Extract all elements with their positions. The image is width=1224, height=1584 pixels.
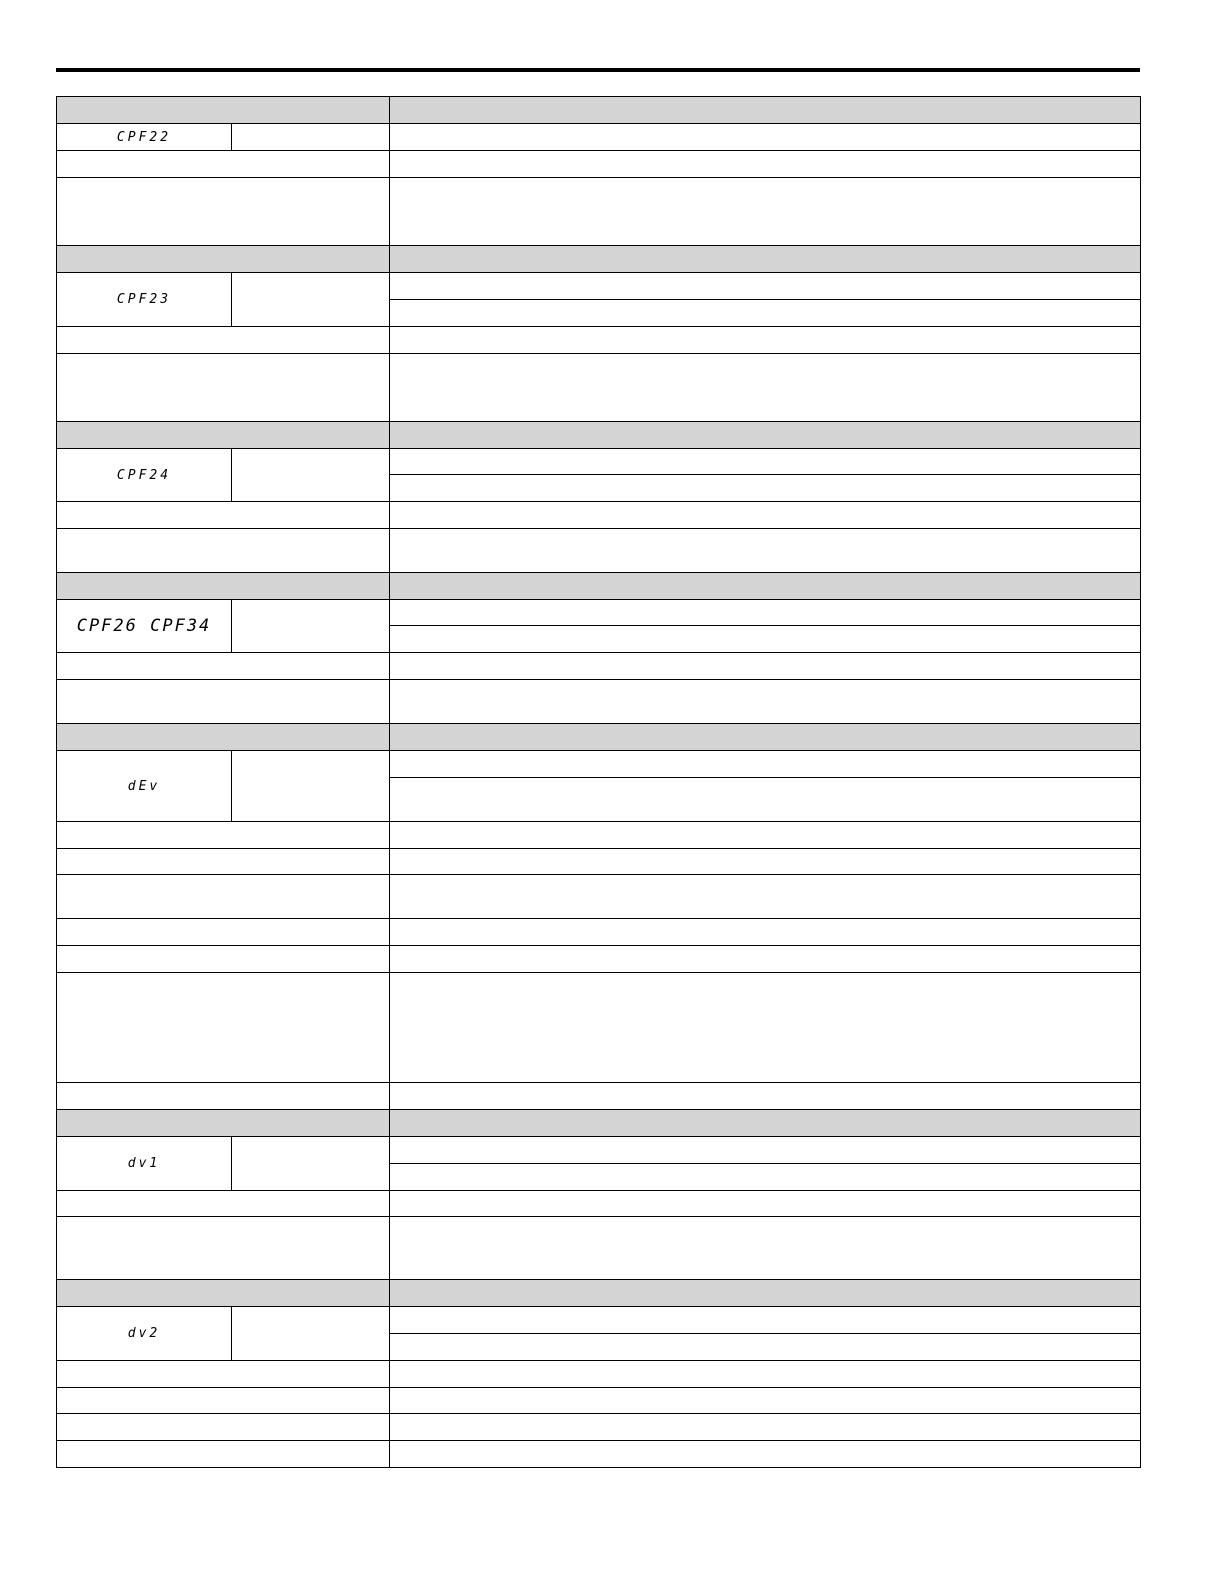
panel-code-cpf26-cpf34: CPF26 CPF34 [57, 600, 232, 653]
section-header-row [57, 97, 1141, 124]
table-row [57, 1414, 1141, 1441]
table-row [57, 1361, 1141, 1388]
fault-desc-cell [390, 300, 1141, 327]
panel-code-cpf24: CPF24 [57, 449, 232, 502]
table-row [57, 973, 1141, 1083]
table-row [57, 1217, 1141, 1280]
section-header-row [57, 1280, 1141, 1307]
panel-code-cpf23: CPF23 [57, 273, 232, 327]
fault-desc-cell [390, 124, 1141, 151]
fault-table [56, 96, 1141, 1468]
table-row [57, 1441, 1141, 1468]
fault-desc-cell [390, 449, 1141, 475]
code-row [57, 449, 1141, 475]
cause-cell [57, 151, 390, 178]
table-row [57, 502, 1141, 529]
table-row [57, 178, 1141, 246]
fault-name-cell [232, 273, 390, 327]
cause-cell [57, 178, 390, 246]
fault-name-cell [232, 124, 390, 151]
remedy-cell [390, 151, 1141, 178]
header-cell-right [390, 97, 1141, 124]
table-row [57, 849, 1141, 875]
table-row [57, 1083, 1141, 1110]
section-header-row [57, 724, 1141, 751]
section-header-row [57, 246, 1141, 273]
fault-name-cell [232, 751, 390, 822]
table-row [57, 946, 1141, 973]
code-row [57, 751, 1141, 778]
panel-code-dv2: dv2 [57, 1307, 232, 1361]
table-row [57, 822, 1141, 849]
panel-code-cpf22: CPF22 [57, 124, 232, 151]
code-row [57, 273, 1141, 300]
section-header-row [57, 422, 1141, 449]
table-row [57, 151, 1141, 178]
fault-name-cell [232, 1137, 390, 1191]
table-row [57, 653, 1141, 680]
fault-name-cell [232, 600, 390, 653]
table-row [57, 875, 1141, 919]
code-row [57, 1307, 1141, 1334]
remedy-cell [390, 178, 1141, 246]
panel-code-dev: dEv [57, 751, 232, 822]
table-row [57, 1388, 1141, 1414]
table-row [57, 1191, 1141, 1217]
table-row [57, 354, 1141, 422]
header-rule [56, 68, 1140, 72]
table-row [57, 919, 1141, 946]
table-row [57, 680, 1141, 724]
section-header-row [57, 573, 1141, 600]
table-row [57, 327, 1141, 354]
panel-code-dv1: dv1 [57, 1137, 232, 1191]
code-row [57, 124, 1141, 151]
header-cell-left [57, 97, 390, 124]
fault-name-cell [232, 1307, 390, 1361]
table-row [57, 529, 1141, 573]
code-row [57, 600, 1141, 626]
section-header-row [57, 1110, 1141, 1137]
fault-name-cell [232, 449, 390, 502]
fault-desc-cell [390, 273, 1141, 300]
code-row [57, 1137, 1141, 1164]
